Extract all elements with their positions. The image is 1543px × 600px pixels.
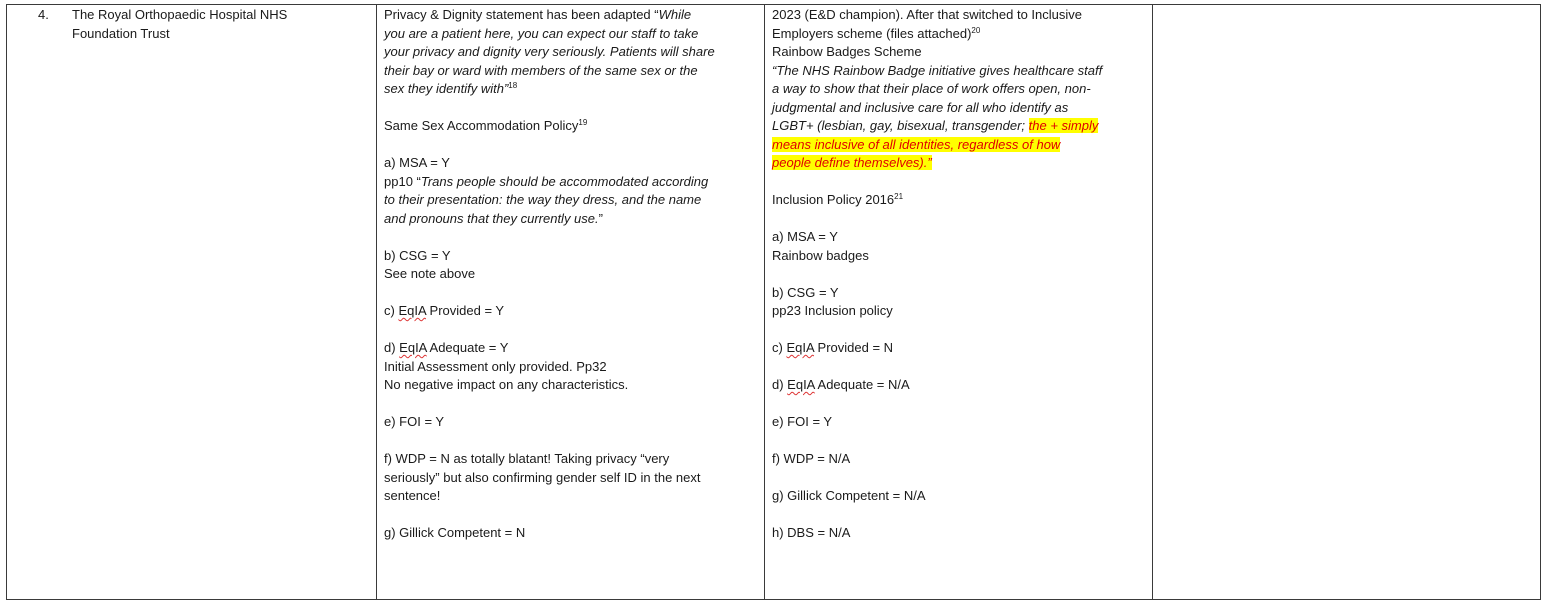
highlighted-text: people define themselves).” bbox=[772, 155, 932, 170]
eqia-adequate-result: d) EqIA Adequate = N/A bbox=[772, 377, 910, 392]
eqia-adequate-result: d) EqIA Adequate = Y bbox=[384, 340, 509, 355]
row-number: 4. bbox=[38, 7, 49, 22]
gillick-result: g) Gillick Competent = N bbox=[384, 525, 526, 540]
trust-name: The Royal Orthopaedic Hospital NHS Foundation Trust bbox=[72, 7, 288, 41]
eqia-provided-result: c) EqIA Provided = Y bbox=[384, 303, 505, 318]
trust-cell bbox=[7, 5, 377, 600]
highlighted-text: means inclusive of all identities, regardless of how bbox=[772, 136, 1061, 152]
policy-assessment-cell: Privacy & Dignity statement has been adapted “While you are a patient here, you can expect our staff to take your privacy and dignity very seriously. Patients will share their bay or ward with members of the same sex or the sex they identify with”$^{18}$ Same Sex Accommodation Policy$^{19}$ a) MSA = Y pp10 “Trans people should be accommodated according to their presentation: the way they dress, and the name and pronouns that they currently use.” b) CSG = Y See note above c) EqIA Provided = Y d) EqIA Adequate = Y Initial Assessment only provided. Pp32 No negative impact on any characteristics. e) FOI = Y f) WDP = N as totally blatant! Taking privacy “very seriously” but also confirming gender self ID in the next sentence! g) Gillick Competent = N bbox=[377, 5, 765, 600]
empty-cell bbox=[1153, 5, 1541, 600]
statement-line: Privacy & Dignity statement has been adapted “While bbox=[384, 7, 692, 22]
highlighted-text: the + simply bbox=[1028, 118, 1099, 133]
trust-assessment-table bbox=[6, 4, 1541, 600]
csg-result: b) CSG = Y bbox=[384, 247, 451, 263]
foi-result: e) FOI = Y bbox=[772, 414, 833, 429]
msa-result: a) MSA = Y bbox=[384, 155, 450, 170]
eqia-provided-result: c) EqIA Provided = N bbox=[772, 340, 894, 355]
policy-title: Inclusion Policy 2016$^{21}$ bbox=[772, 192, 904, 207]
wdp-result: f) WDP = N as totally blatant! Taking privacy “very bbox=[384, 451, 670, 466]
gillick-result: g) Gillick Competent = N/A bbox=[772, 488, 926, 503]
csg-result: b) CSG = Y bbox=[772, 284, 839, 300]
wdp-result: f) WDP = N/A bbox=[772, 451, 851, 466]
foi-result: e) FOI = Y bbox=[384, 414, 445, 429]
policy-title: Same Sex Accommodation Policy$^{19}$ bbox=[384, 118, 588, 133]
dbs-result: h) DBS = N/A bbox=[772, 525, 851, 540]
scheme-title: Rainbow Badges Scheme bbox=[772, 44, 922, 59]
table-row bbox=[7, 5, 1541, 600]
msa-result: a) MSA = Y bbox=[772, 229, 838, 244]
inclusion-assessment-cell: 2023 (E&D champion). After that switched to Inclusive Employers scheme (files attached)$^{20}$ Rainbow Badges Scheme “The NHS Rainbow Badge initiative gives healthcare staff a way to show that their place of work offers open, non- judgmental and inclusive care for all who identify as LGBT+ (lesbian, gay, bisexual, transgender; the + simply means inclusive of all identities, regardless of how people define themselves).” Inclusion Policy 2016$^{21}$ a) MSA = Y Rainbow badges b) CSG = Y pp23 Inclusion policy c) EqIA Provided = N d) EqIA Adequate = N/A e) FOI = Y f) WDP = N/A g) Gillick Competent = N/A h) DBS = N/A bbox=[765, 5, 1153, 600]
